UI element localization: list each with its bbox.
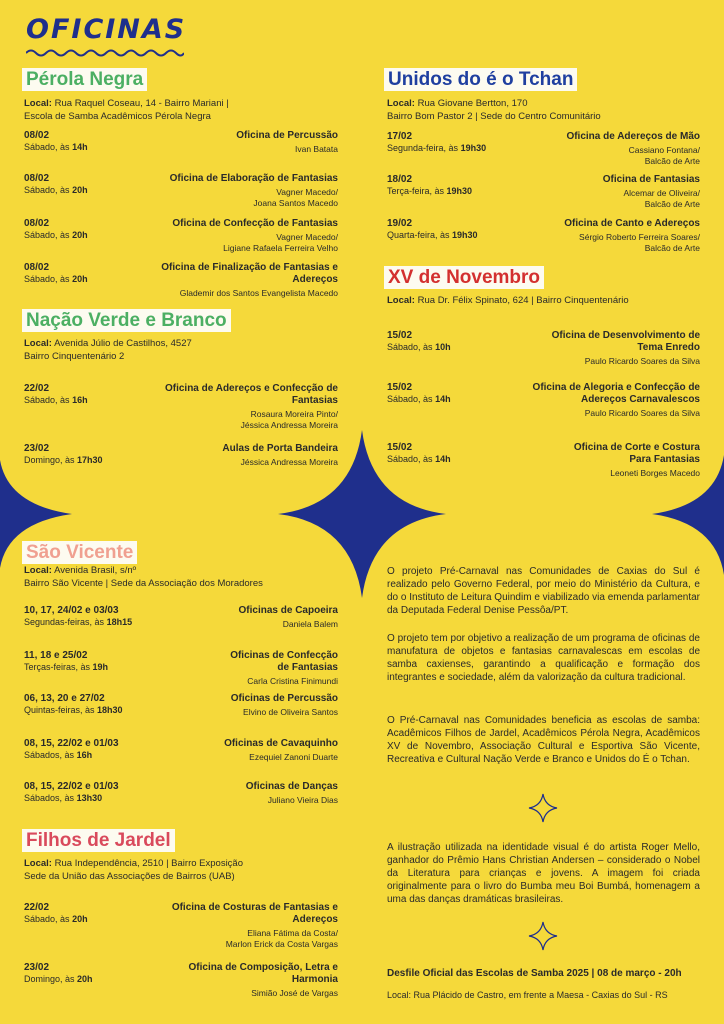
event-date: 08, 15, 22/02 e 01/03 bbox=[24, 781, 119, 792]
event-title: Oficina de Adereços de Mão bbox=[566, 131, 700, 142]
event-instructor: Paulo Ricardo Soares da Silva bbox=[584, 408, 700, 418]
location-filhos-de-jardel bbox=[24, 857, 344, 883]
event-date: 23/02 bbox=[24, 962, 50, 973]
event-instructor: Ivan Batata bbox=[294, 144, 338, 154]
event-date: 06, 13, 20 e 27/02 bbox=[24, 693, 105, 704]
event-item bbox=[24, 383, 338, 431]
event-schedule: Segunda-feira, às 19h30 bbox=[387, 143, 487, 153]
event-title: Oficina de Confecção de Fantasias bbox=[172, 218, 338, 229]
event-title: Oficina de Composição, Letra e Harmonia bbox=[188, 962, 338, 985]
location-line1: Avenida Júlio de Castilhos, 4527 bbox=[54, 338, 192, 349]
event-schedule: Sábados, às 13h30 bbox=[24, 793, 103, 803]
event-item bbox=[387, 382, 700, 420]
location-label: Local: bbox=[24, 565, 52, 576]
event-instructor: Alcemar de Oliveira/ Balcão de Arte bbox=[623, 188, 700, 209]
location-label: Local: bbox=[24, 858, 52, 869]
location-line2: Bairro São Vicente | Sede da Associação dos Moradores bbox=[24, 578, 263, 589]
event-title: Oficina de Alegoria e Confecção de Adereços Carnavalescos bbox=[532, 382, 700, 405]
event-item bbox=[387, 218, 700, 254]
event-item bbox=[24, 262, 338, 298]
event-instructor: Elvino de Oliveira Santos bbox=[243, 707, 338, 717]
event-date: 15/02 bbox=[387, 382, 413, 393]
event-date: 08/02 bbox=[24, 130, 50, 141]
event-schedule: Sábado, às 20h bbox=[24, 185, 88, 195]
event-title: Aulas de Porta Bandeira bbox=[222, 443, 338, 454]
event-title: Oficinas de Confecção de Fantasias bbox=[230, 650, 338, 673]
location-line2: Sede da União das Associações de Bairros (UAB) bbox=[24, 871, 235, 882]
event-item bbox=[24, 902, 338, 950]
section-heading-sao-vicente: São Vicente bbox=[22, 541, 137, 564]
event-date: 22/02 bbox=[24, 383, 50, 394]
event-instructor: Daniela Balem bbox=[282, 619, 338, 629]
event-schedule: Sábado, às 10h bbox=[387, 342, 451, 352]
event-item bbox=[387, 442, 700, 480]
event-date: 19/02 bbox=[387, 218, 413, 229]
event-title: Oficina de Percussão bbox=[236, 130, 338, 141]
location-line1: Rua Dr. Félix Spinato, 624 | Bairro Cinquentenário bbox=[417, 295, 629, 306]
event-schedule: Terça-feira, às 19h30 bbox=[387, 186, 473, 196]
event-schedule: Terças-feiras, às 19h bbox=[24, 662, 109, 672]
event-schedule: Segundas-feiras, às 18h15 bbox=[24, 617, 133, 627]
wave-underline bbox=[26, 48, 184, 58]
event-instructor: Paulo Ricardo Soares da Silva bbox=[584, 356, 700, 366]
event-instructor: Jéssica Andressa Moreira bbox=[240, 457, 338, 467]
event-schedule: Quarta-feira, às 19h30 bbox=[387, 230, 478, 240]
event-date: 18/02 bbox=[387, 174, 413, 185]
event-date: 15/02 bbox=[387, 442, 413, 453]
event-date: 10, 17, 24/02 e 03/03 bbox=[24, 605, 119, 616]
location-label: Local: bbox=[24, 338, 52, 349]
event-item bbox=[387, 330, 700, 368]
event-schedule: Sábado, às 20h bbox=[24, 914, 88, 924]
event-item bbox=[24, 130, 338, 162]
page-title: OFICINAS bbox=[26, 14, 187, 45]
event-instructor: Ezequiel Zanoni Duarte bbox=[249, 752, 338, 762]
event-date: 08/02 bbox=[24, 262, 50, 273]
event-date: 11, 18 e 25/02 bbox=[24, 650, 88, 661]
event-instructor: Rosaura Moreira Pinto/ Jéssica Andressa Moreira bbox=[240, 409, 338, 430]
location-xv bbox=[387, 294, 707, 307]
event-title: Oficinas de Capoeira bbox=[238, 605, 338, 616]
event-title: Oficina de Corte e Costura Para Fantasias bbox=[573, 442, 700, 465]
event-schedule: Sábado, às 20h bbox=[24, 274, 88, 284]
paragraph-project: O projeto Pré-Carnaval nas Comunidades de Caxias do Sul é realizado pelo Governo Federal, por meio do Ministério da Cultura, e do o Instituto de Leitura Quindim e viabilizado via emenda parlamentar da Deputada Federal Denise Pessôa/PT. bbox=[387, 566, 700, 616]
event-schedule: Sábado, às 20h bbox=[24, 230, 88, 240]
section-heading-nacao-verde-branco: Nação Verde e Branco bbox=[22, 309, 231, 332]
event-date: 23/02 bbox=[24, 443, 50, 454]
section-heading-filhos-de-jardel: Filhos de Jardel bbox=[22, 829, 175, 852]
event-schedule: Sábado, às 14h bbox=[387, 394, 451, 404]
event-title: Oficina de Adereços e Confecção de Fantasias bbox=[164, 383, 338, 406]
section-heading-xv-de-novembro: XV de Novembro bbox=[384, 266, 544, 289]
event-item bbox=[24, 173, 338, 209]
event-title: Oficinas de Danças bbox=[245, 781, 338, 792]
location-nacao-verde-branco bbox=[24, 337, 344, 363]
event-item bbox=[24, 218, 338, 254]
paragraph-objective: O projeto tem por objetivo a realização de um programa de oficinas de manufatura de objetos e fantasias carnavalescas em escolas de samba caxienses, garantindo a qualificação e formação dos integrantes e sociedade, além da valorização da cultura tradicional. bbox=[387, 633, 700, 683]
event-schedule: Sábado, às 16h bbox=[24, 395, 88, 405]
location-line2: Bairro Bom Pastor 2 | Sede do Centro Comunitário bbox=[387, 111, 601, 122]
event-instructor: Juliano Vieira Dias bbox=[267, 795, 338, 805]
event-title: Oficinas de Cavaquinho bbox=[224, 738, 338, 749]
event-date: 08/02 bbox=[24, 218, 50, 229]
event-schedule: Domingo, às 17h30 bbox=[24, 455, 103, 465]
event-schedule: Domingo, às 20h bbox=[24, 974, 93, 984]
event-instructor: Vagner Macedo/ Joana Santos Macedo bbox=[253, 187, 338, 208]
event-instructor: Eliana Fátima da Costa/ Marlon Erick da Costa Vargas bbox=[225, 928, 338, 949]
event-title: Oficina de Costuras de Fantasias e Adereços bbox=[171, 902, 338, 925]
event-title: Oficina de Canto e Adereços bbox=[564, 218, 700, 229]
event-date: 15/02 bbox=[387, 330, 413, 341]
event-item bbox=[24, 650, 338, 688]
event-date: 17/02 bbox=[387, 131, 413, 142]
paragraph-illustration: A ilustração utilizada na identidade visual é do artista Roger Mello, ganhador do Prêmio Hans Christian Andersen – considerado o Nobel da Literatura para crianças e jovens. A imagem foi criada originalmente para o livro do Bumba meu Boi Bumbá, homenagem a uma das danças dramáticas brasileiras. bbox=[387, 842, 700, 905]
event-title: Oficina de Fantasias bbox=[602, 174, 700, 185]
event-date: 08/02 bbox=[24, 173, 50, 184]
event-item bbox=[24, 605, 338, 633]
location-label: Local: bbox=[387, 98, 415, 109]
location-unidos bbox=[387, 97, 707, 123]
event-title: Oficina de Desenvolvimento de Tema Enredo bbox=[551, 330, 700, 353]
event-item bbox=[24, 738, 338, 766]
event-title: Oficina de Elaboração de Fantasias bbox=[169, 173, 338, 184]
event-item bbox=[24, 443, 338, 471]
event-item bbox=[387, 131, 700, 167]
location-line2: Bairro Cinquentenário 2 bbox=[24, 351, 125, 362]
event-instructor: Cassiano Fontana/ Balcão de Arte bbox=[628, 145, 700, 166]
event-schedule: Sábado, às 14h bbox=[24, 142, 88, 152]
event-schedule: Quintas-feiras, às 18h30 bbox=[24, 705, 123, 715]
location-line2: Escola de Samba Acadêmicos Pérola Negra bbox=[24, 111, 211, 122]
event-title: Oficina de Finalização de Fantasias e Adereços bbox=[161, 262, 338, 285]
event-instructor: Simião José de Vargas bbox=[251, 988, 338, 998]
event-schedule: Sábados, às 16h bbox=[24, 750, 93, 760]
event-date: 22/02 bbox=[24, 902, 50, 913]
event-instructor: Leoneti Borges Macedo bbox=[610, 468, 700, 478]
location-line1: Rua Independência, 2510 | Bairro Exposição bbox=[54, 858, 243, 869]
event-instructor: Glademir dos Santos Evangelista Macedo bbox=[179, 288, 338, 298]
event-title: Oficinas de Percussão bbox=[230, 693, 338, 704]
location-line1: Avenida Brasil, s/nº bbox=[54, 565, 137, 576]
event-instructor: Vagner Macedo/ Ligiane Rafaela Ferreira Velho bbox=[223, 232, 338, 253]
sparkle-outline-2 bbox=[529, 922, 557, 950]
event-instructor: Carla Cristina Finimundi bbox=[247, 676, 338, 686]
location-line1: Rua Giovane Bertton, 170 bbox=[417, 98, 528, 109]
parade-title: Desfile Oficial das Escolas de Samba 2025 | 08 de março - 20h bbox=[387, 968, 682, 979]
location-label: Local: bbox=[387, 295, 415, 306]
sparkle-outline-1 bbox=[529, 794, 557, 822]
location-label: Local: bbox=[24, 98, 52, 109]
event-item bbox=[387, 174, 700, 210]
event-instructor: Sérgio Roberto Ferreira Soares/ Balcão de Arte bbox=[579, 232, 700, 253]
parade-location: Local: Rua Plácido de Castro, em frente a Maesa - Caxias do Sul - RS bbox=[387, 990, 668, 1000]
event-item bbox=[24, 781, 338, 809]
paragraph-beneficiaries: O Pré-Carnaval nas Comunidades beneficia as escolas de samba: Acadêmicos Filhos de Jardel, Acadêmicos Pérola Negra, Acadêmicos XV de Novembro, Associação Cultural e Esportiva São Vicente, Recreativa e Cultural Nação Verde e Branco e Unidos do É o Tchan. bbox=[387, 715, 700, 765]
event-date: 08, 15, 22/02 e 01/03 bbox=[24, 738, 119, 749]
event-item bbox=[24, 962, 338, 1002]
location-line1: Rua Raquel Coseau, 14 - Bairro Mariani | bbox=[54, 98, 229, 109]
section-heading-unidos-do-e-o-tchan: Unidos do é o Tchan bbox=[384, 68, 577, 91]
location-sao-vicente bbox=[24, 564, 344, 590]
event-item bbox=[24, 693, 338, 721]
section-heading-perola-negra: Pérola Negra bbox=[22, 68, 147, 91]
location-perola-negra bbox=[24, 97, 344, 123]
event-schedule: Sábado, às 14h bbox=[387, 454, 451, 464]
